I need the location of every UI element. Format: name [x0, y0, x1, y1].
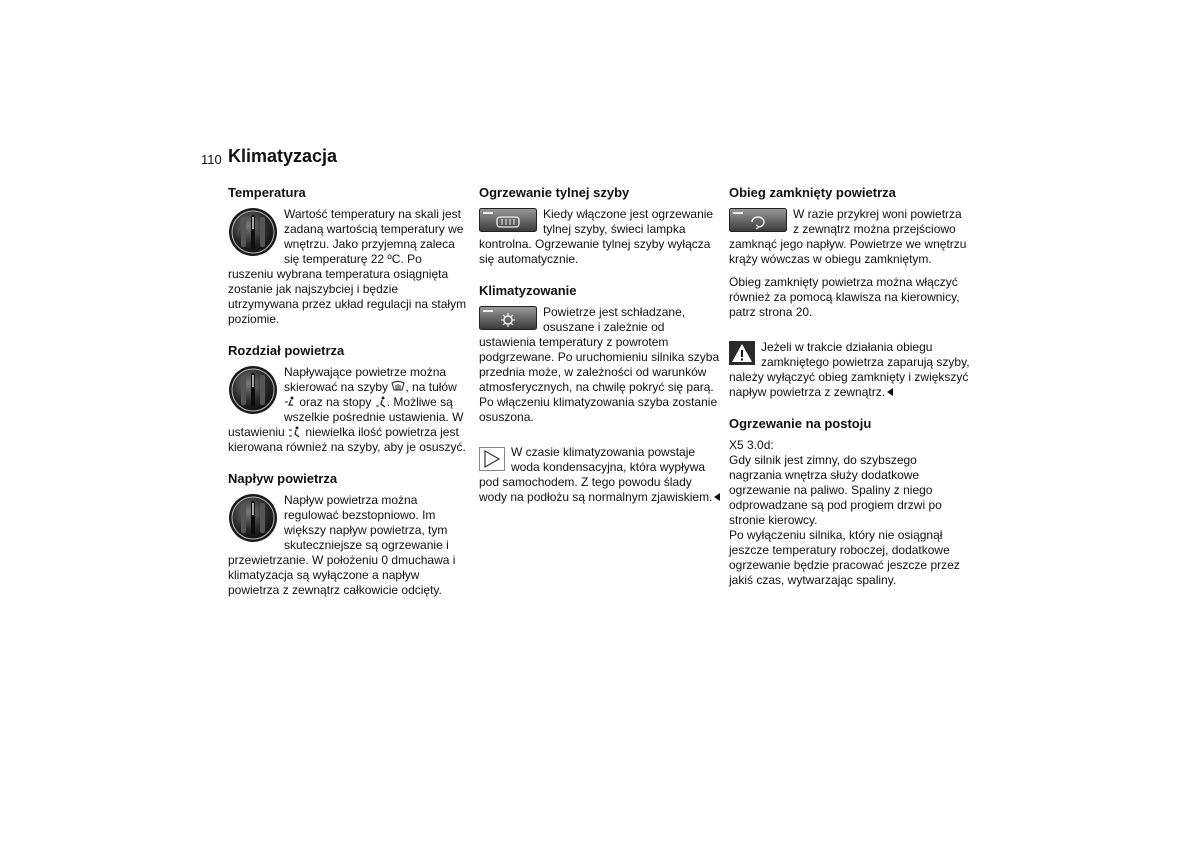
- temperature-knob-icon: [228, 207, 278, 257]
- rozdzial-part-2: , na tułów: [405, 380, 457, 394]
- section-postoj: [729, 415, 971, 588]
- heading-klimatyzowanie: Klimatyzowanie: [479, 283, 577, 298]
- column-1: [228, 184, 470, 613]
- text-naplyw: Napływ powietrza można regulować bezstopniowo. Im większy napływ powietrza, tym skuteczniejsze są ogrzewanie i przewietrzanie. W położeniu 0 dmuchawa i klimatyzacja są wyłączone a napływ powietrza z zewnątrz całkowicie odcięty.: [228, 493, 456, 597]
- heading-rozdzial: Rozdział powietrza: [228, 343, 345, 358]
- end-mark-icon: [714, 493, 720, 501]
- heading-naplyw: Napływ powietrza: [228, 471, 338, 486]
- rear-defrost-button-icon: [479, 208, 537, 232]
- note-text: W czasie klimatyzowania powstaje woda kondensacyjna, która wypływa pod samochodem. Z tego powodu ślady wody na podłożu są normalnym zjawiskiem.: [479, 445, 713, 504]
- air-volume-knob-icon: [228, 493, 278, 543]
- column-2: [479, 184, 721, 520]
- warning-block: [729, 340, 971, 400]
- note-triangle-icon: [479, 447, 505, 471]
- section-naplyw: [228, 470, 470, 598]
- rozdzial-part-5: niewielka ilość powietrza jest kierowana również na szyby, aby je osuszyć.: [228, 425, 466, 454]
- text-postoj-1: Gdy silnik jest zimny, do szybszego nagrzania wnętrza służy dodatkowe ogrzewanie na paliwo. Spaliny z niego odprowadzane są pod progiem drzwi po stronie kierowcy.: [729, 453, 942, 527]
- section-klimatyzowanie: [479, 282, 721, 425]
- footwell-icon: [375, 396, 387, 408]
- rozdzial-part-4: . Możliwe są wszelkie pośrednie ustawienia. W ustawieniu: [228, 395, 464, 439]
- column-3: [729, 184, 971, 603]
- text-obieg-2: Obieg zamknięty powietrza można włączyć również za pomocą klawisza na kierownicy, patrz strona 20.: [729, 275, 960, 319]
- section-obieg: [729, 184, 971, 320]
- windshield-footwell-icon: [288, 426, 302, 438]
- air-distribution-knob-icon: [228, 365, 278, 415]
- page-title: Klimatyzacja: [228, 146, 338, 166]
- section-rozdzial: [228, 342, 470, 455]
- warning-text: Jeżeli w trakcie działania obiegu zamkniętego powietrza zaparują szyby, należy wyłączyć obieg zamknięty i zwiększyć napływ powietrza z zewnątrz.: [729, 340, 970, 399]
- heading-obieg: Obieg zamknięty powietrza: [729, 185, 896, 200]
- rozdzial-part-3: oraz na stopy: [299, 395, 372, 409]
- heading-temperatura: Temperatura: [228, 185, 306, 200]
- section-temperatura: [228, 184, 470, 327]
- text-warning: [729, 340, 971, 400]
- upper-body-icon: [284, 396, 296, 408]
- windshield-icon: [391, 381, 405, 393]
- text-obieg-1: W razie przykrej woni powietrza z zewnątrz można przejściowo zamknąć jego napływ. Powietrze we wnętrzu krąży wówczas w obiegu zamkniętym.: [729, 207, 967, 266]
- end-mark-icon: [887, 388, 893, 396]
- ac-button-icon: [479, 306, 537, 330]
- section-ogrzewanie-szyby: [479, 184, 721, 267]
- text-ogrzewanie-szyby: Kiedy włączone jest ogrzewanie tylnej szyby, świeci lampka kontrolna. Ogrzewanie tylnej szyby wyłącza się automatycznie.: [479, 207, 714, 266]
- warning-icon: [729, 341, 755, 365]
- note-condensation: [479, 445, 721, 505]
- page-number: 110: [201, 152, 222, 167]
- text-temperatura: Wartość temperatury na skali jest zadaną wartością temperatury we wnętrzu. Jako przyjemną zaleca się temperaturę 22 ºC. Po ruszeniu wybrana temperatura osiągnięta zostanie jak najszybciej i będzie utrzymywana przez układ regulacji na stałym poziomie.: [228, 207, 467, 326]
- text-postoj-model: X5 3.0d:: [729, 438, 774, 452]
- rozdzial-part-1: Napływające powietrze można skierować na szyby: [284, 365, 447, 394]
- text-postoj-2: Po wyłączeniu silnika, który nie osiągnął jeszcze temperatury roboczej, dodatkowe ogrzewanie będzie pracować jeszcze przez jakiś czas, wytwarzając spaliny.: [729, 528, 960, 587]
- heading-postoj: Ogrzewanie na postoju: [729, 416, 872, 431]
- text-klimatyzowanie: Powietrze jest schładzane, osuszane i zależnie od ustawienia temperatury z powrotem podgrzewane. Po uruchomieniu silnika szyba przednia może, w zależności od warunków atmosferycznych, na chwilę pokryć się parą. Po włączeniu klimatyzowania szyba zostanie osuszona.: [479, 305, 720, 424]
- heading-ogrzewanie-szyby: Ogrzewanie tylnej szyby: [479, 185, 630, 200]
- recirculation-button-icon: [729, 208, 787, 232]
- text-note: [479, 445, 721, 505]
